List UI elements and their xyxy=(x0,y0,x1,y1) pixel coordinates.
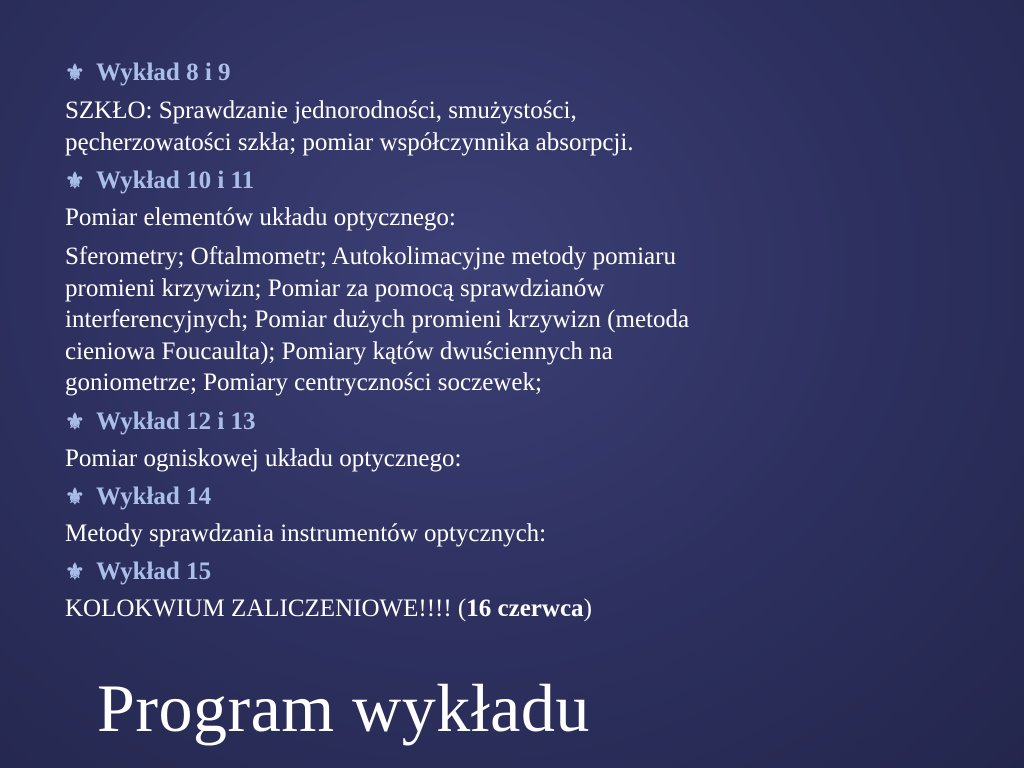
exam-date: 16 czerwca xyxy=(466,594,584,622)
lecture-heading-10-11 xyxy=(65,166,965,196)
text-line: promieni krzywizn; Pomiar za pomocą sprawdzianów xyxy=(65,274,605,302)
lecture-description xyxy=(65,241,965,399)
exam-closing: ) xyxy=(583,594,592,622)
fleur-de-lis-icon: ⚜ xyxy=(65,168,85,193)
slide-title: Program wykładu xyxy=(97,670,590,746)
exam-label: KOLOKWIUM ZALICZENIOWE!!!! ( xyxy=(65,594,467,622)
lecture-description: Pomiar ogniskowej układu optycznego: xyxy=(65,444,462,472)
lecture-description: Pomiar elementów układu optycznego: xyxy=(65,204,456,231)
text-line: pęcherzowatości szkła; pomiar współczynnika absorpcji. xyxy=(65,128,634,156)
fleur-de-lis-icon: ⚜ xyxy=(65,408,85,434)
lecture-heading-12-13 xyxy=(65,407,965,437)
lecture-heading-label: Wykład 14 xyxy=(96,482,212,510)
slide-content xyxy=(65,58,965,632)
fleur-de-lis-icon: ⚜ xyxy=(65,60,85,85)
text-line: Sferometry; Oftalmometr; Autokolimacyjne metody pomiaru xyxy=(65,243,676,270)
lecture-heading-8-9 xyxy=(65,58,965,88)
lecture-heading-14 xyxy=(65,482,965,512)
text-line: interferencyjnych; Pomiar dużych promieni krzywizn (metoda xyxy=(65,306,690,333)
fleur-de-lis-icon: ⚜ xyxy=(65,483,85,509)
text-line: goniometrze; Pomiary centryczności soczewek; xyxy=(65,369,542,396)
lecture-heading-label: Wykład 12 i 13 xyxy=(96,407,256,435)
lecture-description: Metody sprawdzania instrumentów optycznych: xyxy=(65,519,547,547)
exam-note xyxy=(65,594,965,624)
fleur-de-lis-icon: ⚜ xyxy=(65,558,85,584)
lecture-description xyxy=(65,95,965,158)
lecture-heading-label: Wykład 8 i 9 xyxy=(96,59,231,86)
lecture-heading-label: Wykład 15 xyxy=(96,557,212,585)
text-line: cieniowa Foucaulta); Pomiary kątów dwuściennych na xyxy=(65,337,613,365)
text-line: SZKŁO: Sprawdzanie jednorodności, smużystości, xyxy=(65,97,577,124)
lecture-heading-15 xyxy=(65,557,965,587)
lecture-heading-label: Wykład 10 i 11 xyxy=(96,167,255,194)
